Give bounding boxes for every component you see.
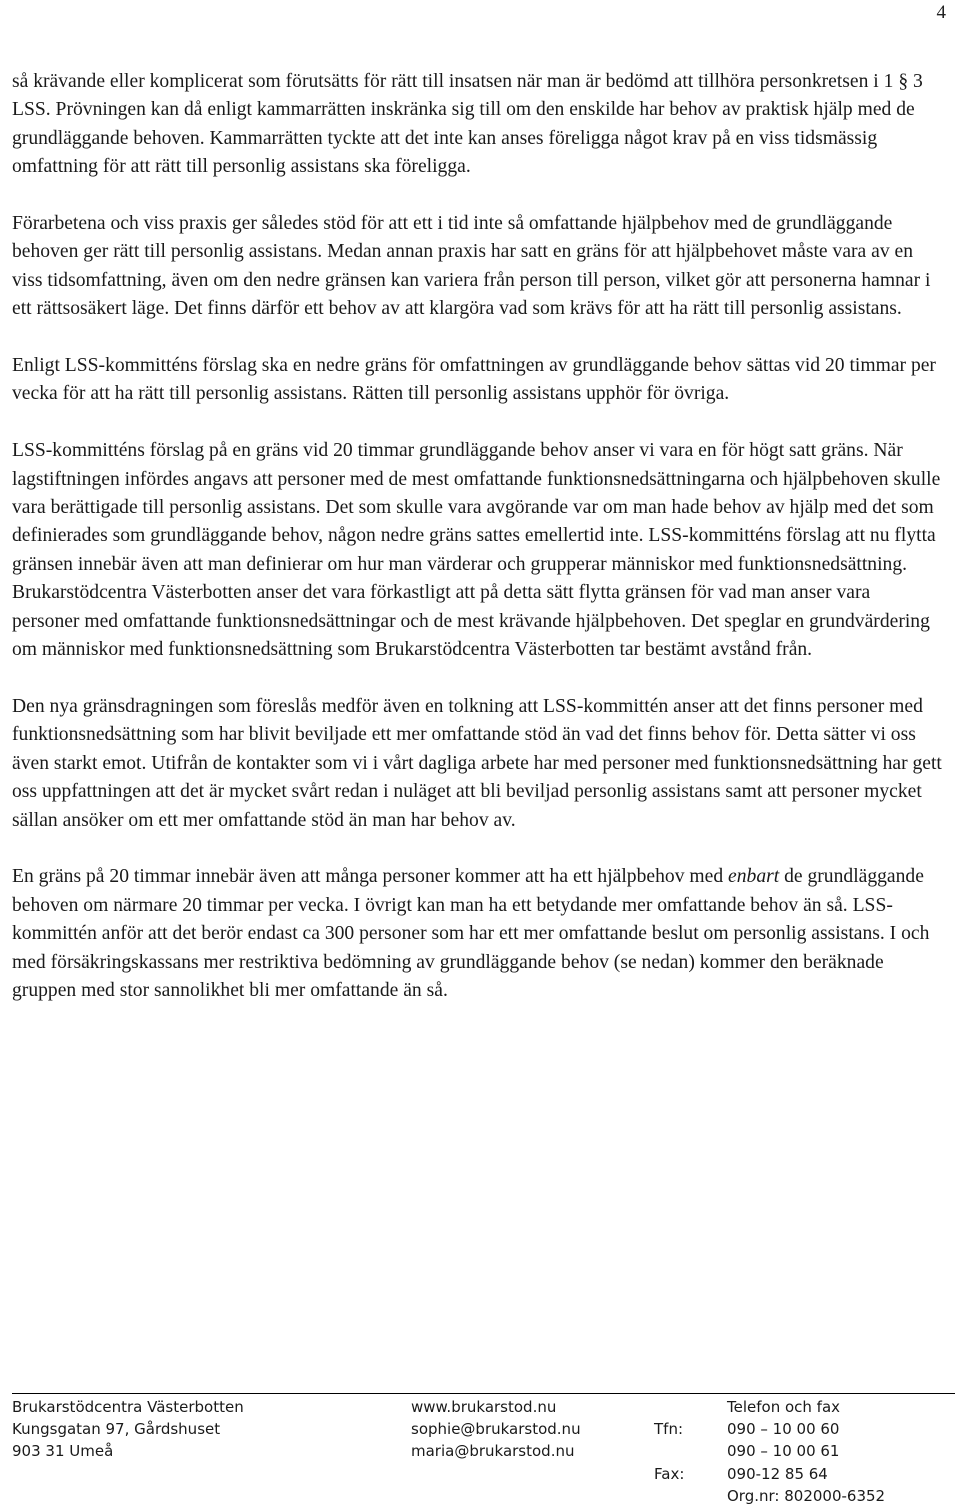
footer-org-number: Org.nr: 802000-6352 [727,1486,886,1505]
footer-phone-2: 090 – 10 00 61 [727,1442,840,1461]
footer-fax-label: Fax: [654,1464,685,1483]
footer-fax-number: 090-12 85 64 [727,1464,828,1483]
footer-website-link[interactable]: www.brukarstod.nu [411,1398,557,1416]
footer-email-maria[interactable]: maria@brukarstod.nu [411,1442,575,1461]
footer-phone-block [727,1396,885,1507]
paragraph-4: LSS-kommitténs förslag på en gräns vid 20 timmar grundläggande behov anser vi vara en för högt satt gräns. När lagstiftningen infördes angavs att personer med de mest omfattande funktionsnedsättningarna och hjälpbehoven skulle vara berättigade till personlig assistans. Det som skulle vara avgörande var om man hade behov av hjälp med det som definierades som grundläggande behov, någon nedre gräns sattes emellertid inte. LSS-kommitténs förslag att nu flytta gränsen innebär även att man definierar om hur man värderar och grupperar människor med funktionsnedsättning. Brukarstödcentra Västerbotten anser det vara förkastligt att på detta sätt flytta gränsen för vad man anser vara personer med omfattande funktionsnedsättningar och de mest krävande hjälpbehoven. Det speglar en grundvärdering om människor med funktionsnedsättning som Brukarstödcentra Västerbotten tar bestämt avstånd från. [12,440,941,661]
paragraph-6-start: En gräns på 20 timmar innebär även att många personer kommer att ha ett hjälpbehov med [12,866,729,888]
footer-contact-block [411,1396,581,1463]
footer-tfn-label: Tfn: [654,1420,684,1439]
footer-phone-1: 090 – 10 00 60 [727,1420,840,1439]
footer-org-name: Brukarstödcentra Västerbotten [12,1398,244,1416]
footer-street-address: Kungsgatan 97, Gårdshuset [12,1420,221,1439]
paragraph-5: Den nya gränsdragningen som föreslås medför även en tolkning att LSS-kommittén anser att det finns personer med funktionsnedsättning som har blivit beviljade ett mer omfattande stöd än vad det finns behov för. Detta sätter vi oss även starkt emot. Utifrån de kontakter som vi i vårt dagliga arbete har med personer med funktionsnedsättning har gett oss uppfattningen att det är mycket svårt redan i nuläget att bli beviljad personlig assistans samt att personer mycket sällan ansöker om ett mer omfattande stöd än man har behov av. [12,695,942,831]
paragraph-6-end: de grundläggande behoven om närmare 20 timmar per vecka. I övrigt kan man ha ett betydande mer omfattande behov än så. LSS-kommittén anför att det berör endast ca 300 personer som har ett mer omfattande beslut om personlig assistans. I och med försäkringskassans mer restriktiva bedömning av grundläggande behov (se nedan) kommer den beräknade gruppen med stor sannolikhet bli mer omfattande än så. [12,866,930,1001]
paragraph-2: Förarbetena och viss praxis ger således stöd för att ett i tid inte så omfattande hjälpbehov med de grundläggande behoven ger rätt till personlig assistans. Medan annan praxis har satt en gräns för att hjälpbehovet måste vara av en viss tidsomfattning, även om den nedre gränsen kan variera från person till person, vilket gör att personerna hamnar i ett rättsosäkert läge. Det finns därför ett behov av att klargöra vad som krävs för att ha rätt till personlig assistans. [12,213,931,320]
paragraph-3: Enligt LSS-kommitténs förslag ska en nedre gräns för omfattningen av grundläggande behov sättas vid 20 timmar per vecka för att ha rätt till personlig assistans. Rätten till personlig assistans upphör för övriga. [12,355,936,405]
paragraph-1: så krävande eller komplicerat som förutsätts för rätt till insatsen när man är bedömd att tillhöra personkretsen i 1 § 3 LSS. Prövningen kan då enligt kammarrätten inskränka sig till om den enskilde har behov av praktisk hjälp med de grundläggande behoven. Kammarrätten tyckte att det inte kan anses föreligga något krav på en viss tidsmässig omfattning för att rätt till personlig assistans ska föreligga. [12,71,923,178]
footer-postal-address: 903 31 Umeå [12,1442,114,1461]
page-number: 4 [936,2,946,23]
emphasis-enbart: enbart [728,866,780,888]
footer [0,1396,960,1509]
paragraph-6 [12,863,942,1005]
footer-address-block [12,1396,244,1463]
footer-phone-header: Telefon och fax [727,1398,841,1416]
document-body [12,68,942,1034]
footer-email-sophie[interactable]: sophie@brukarstod.nu [411,1420,581,1439]
footer-divider [12,1393,955,1394]
footer-phone-labels [654,1396,684,1485]
